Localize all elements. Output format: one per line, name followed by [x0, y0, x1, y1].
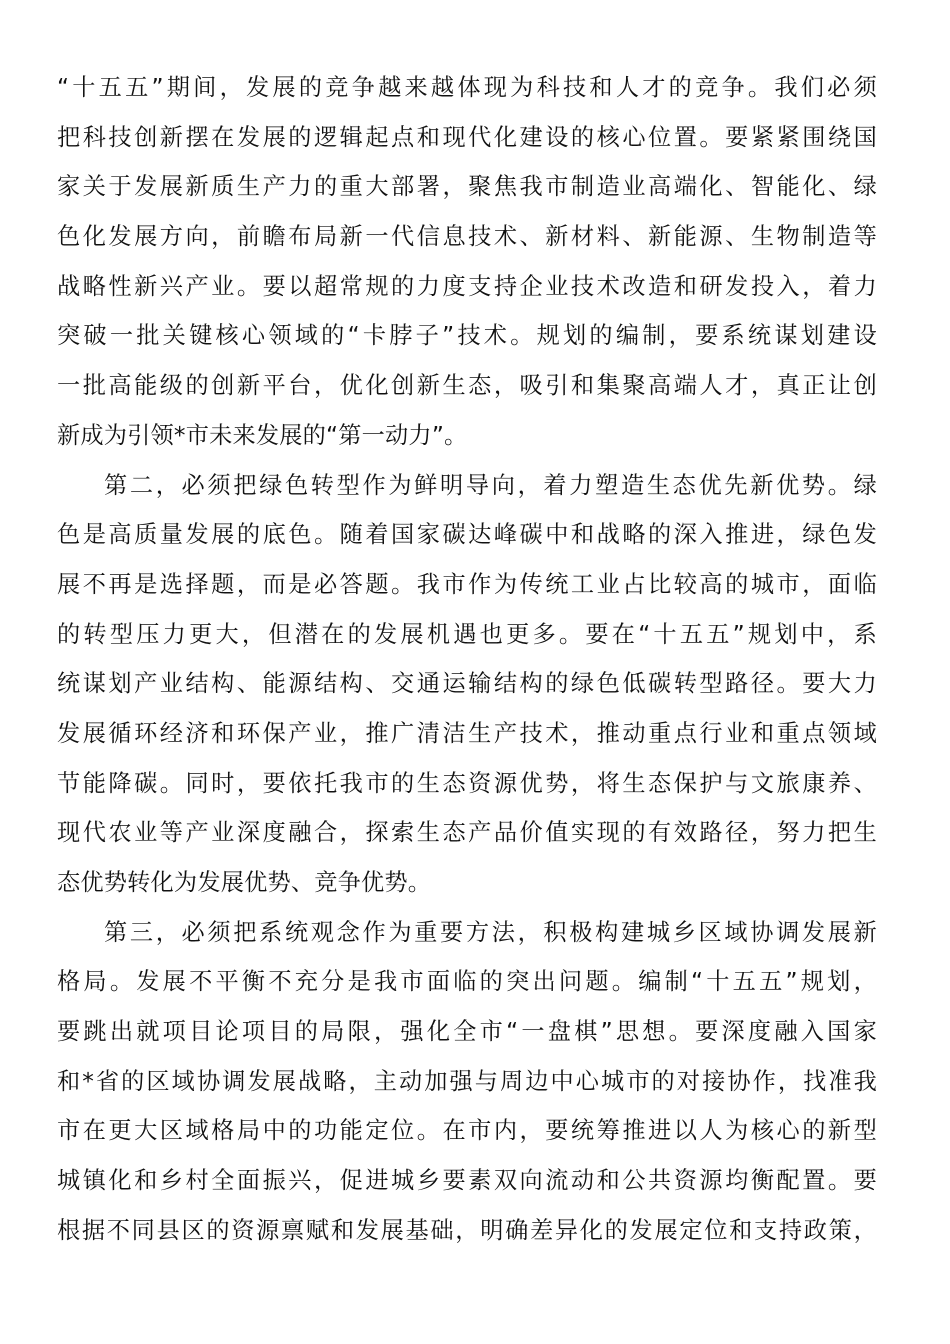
text-line: 和*省的区域协调发展战略，主动加强与周边中心城市的对接协作，找准我 [57, 1067, 877, 1095]
paragraph-1 [57, 70, 887, 468]
text-line: 要跳出就项目论项目的局限，强化全市“一盘棋”思想。要深度融入国家 [57, 1018, 877, 1046]
paragraph-3 [57, 915, 887, 1263]
text-line: 市在更大区域格局中的功能定位。在市内，要统筹推进以人为核心的新型 [57, 1117, 877, 1145]
text-line: 发展循环经济和环保产业，推广清洁生产技术，推动重点行业和重点领域 [57, 719, 877, 747]
paragraph-2 [57, 468, 887, 915]
text-line: 战略性新兴产业。要以超常规的力度支持企业技术改造和研发投入，着力 [57, 272, 877, 300]
text-line: 家关于发展新质生产力的重大部署，聚焦我市制造业高端化、智能化、绿 [57, 173, 877, 201]
text-line: 城镇化和乡村全面振兴，促进城乡要素双向流动和公共资源均衡配置。要 [57, 1167, 877, 1195]
text-line: 态优势转化为发展优势、竞争优势。 [57, 869, 432, 896]
text-line: 节能降碳。同时，要依托我市的生态资源优势，将生态保护与文旅康养、 [57, 769, 877, 797]
text-line: 根据不同县区的资源禀赋和发展基础，明确差异化的发展定位和支持政策， [57, 1216, 877, 1244]
text-line: 的转型压力更大，但潜在的发展机遇也更多。要在“十五五”规划中，系 [57, 620, 877, 648]
text-line: “十五五”期间，发展的竞争越来越体现为科技和人才的竞争。我们必须 [57, 74, 877, 101]
text-line: 现代农业等产业深度融合，探索生态产品价值实现的有效路径，努力把生 [57, 819, 877, 847]
text-line: 第三，必须把系统观念作为重要方法，积极构建城乡区域协调发展新 [104, 918, 877, 946]
text-line: 格局。发展不平衡不充分是我市面临的突出问题。编制“十五五”规划， [57, 968, 877, 996]
text-line: 统谋划产业结构、能源结构、交通运输结构的绿色低碳转型路径。要大力 [57, 670, 877, 698]
text-line: 展不再是选择题，而是必答题。我市作为传统工业占比较高的城市，面临 [57, 570, 877, 598]
document-page [57, 70, 887, 1263]
text-line: 色化发展方向，前瞻布局新一代信息技术、新材料、新能源、生物制造等 [57, 223, 877, 251]
text-line: 第二，必须把绿色转型作为鲜明导向，着力塑造生态优先新优势。绿 [104, 471, 877, 499]
text-line: 一批高能级的创新平台，优化创新生态，吸引和集聚高端人才，真正让创 [57, 372, 877, 400]
text-line: 色是高质量发展的底色。随着国家碳达峰碳中和战略的深入推进，绿色发 [57, 521, 877, 549]
text-line: 新成为引领*市未来发展的“第一动力”。 [57, 421, 468, 449]
text-line: 突破一批关键核心领域的“卡脖子”技术。规划的编制，要系统谋划建设 [57, 322, 877, 350]
text-line: 把科技创新摆在发展的逻辑起点和现代化建设的核心位置。要紧紧围绕国 [57, 123, 877, 151]
